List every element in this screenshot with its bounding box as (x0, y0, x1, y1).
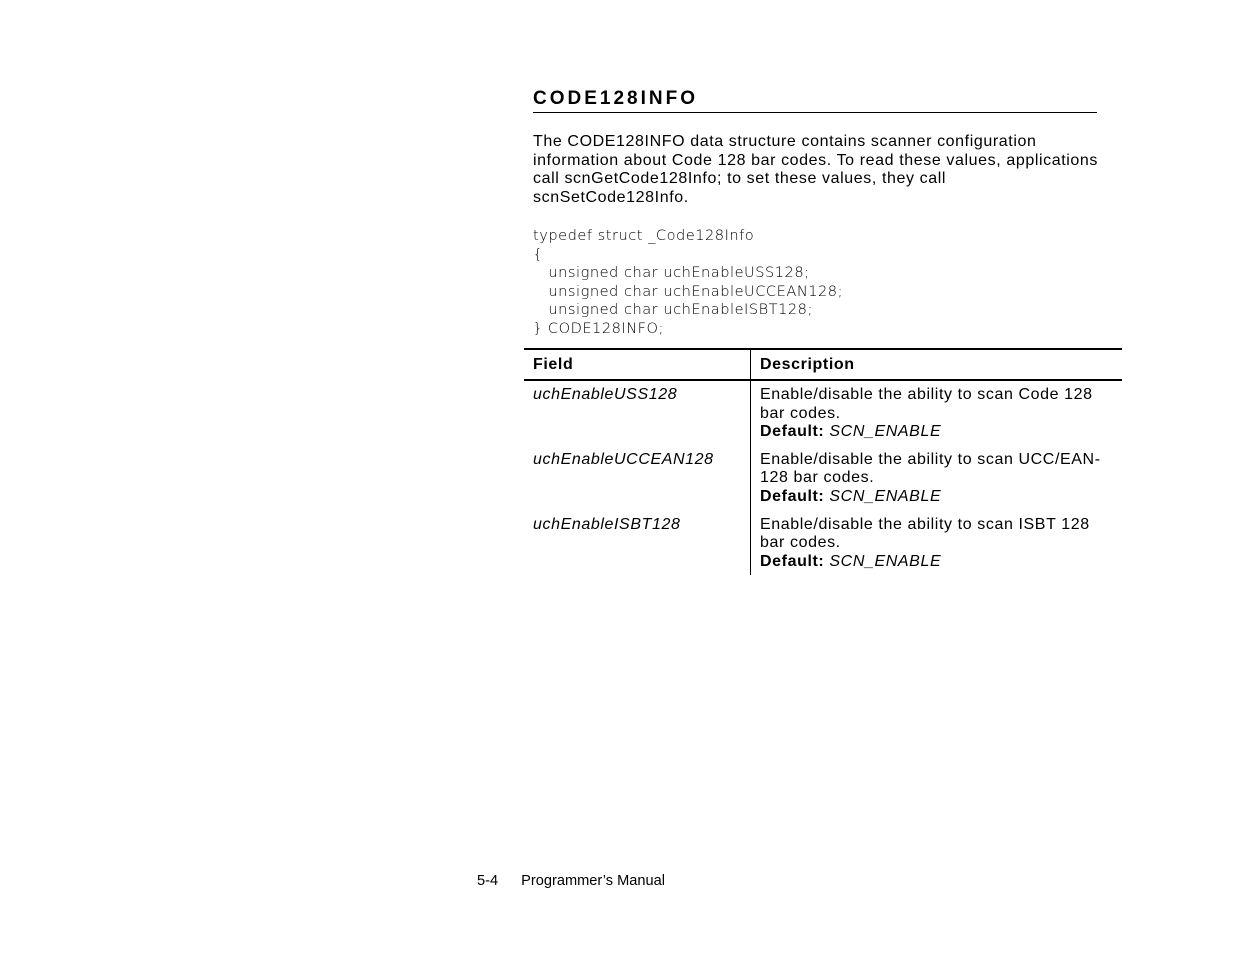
code-block (533, 227, 1093, 339)
code-line: { (533, 245, 543, 263)
default-label: Default: (760, 552, 825, 570)
header-description: Description (751, 349, 1123, 380)
table-row (524, 380, 1122, 446)
default-value: SCN_ENABLE (829, 552, 942, 570)
description-text: Enable/disable the ability to scan ISBT 128 bar codes. (760, 515, 1090, 552)
page-title: CODE128INFO (533, 88, 1097, 113)
code-line: unsigned char uchEnableUSS128; (533, 264, 810, 282)
table-row (524, 446, 1122, 511)
intro-paragraph: The CODE128INFO data structure contains scanner configuration information about Code 128 bar codes. To read these values, applications call scnGetCode128Info; to set these values, they call scnSetCode128Info. (533, 133, 1099, 206)
code-line: unsigned char uchEnableISBT128; (533, 301, 813, 319)
table-header-row (524, 349, 1122, 380)
description-text: Enable/disable the ability to scan Code 128 bar codes. (760, 386, 1093, 422)
description-text: Enable/disable the ability to scan UCC/EAN-128 bar codes. (760, 450, 1101, 487)
default-label: Default: (760, 487, 825, 505)
default-value: SCN_ENABLE (829, 423, 942, 441)
header-field: Field (524, 349, 751, 380)
code-line: unsigned char uchEnableUCCEAN128; (533, 282, 844, 300)
code-line: typedef struct _Code128Info (533, 227, 755, 244)
page-number: 5-4 (477, 873, 499, 889)
manual-title: Programmer’s Manual (521, 873, 665, 889)
field-name: uchEnableISBT128 (533, 515, 681, 533)
field-table (524, 348, 1122, 575)
field-name: uchEnableUCCEAN128 (533, 450, 714, 468)
field-description (751, 380, 1123, 446)
default-value: SCN_ENABLE (829, 487, 942, 505)
field-description (751, 511, 1123, 576)
page-footer (477, 873, 665, 890)
default-label: Default: (760, 423, 825, 441)
field-name: uchEnableUSS128 (533, 386, 678, 403)
table-row (524, 511, 1122, 576)
field-description (751, 446, 1123, 511)
code-line: } CODE128INFO; (533, 319, 664, 337)
